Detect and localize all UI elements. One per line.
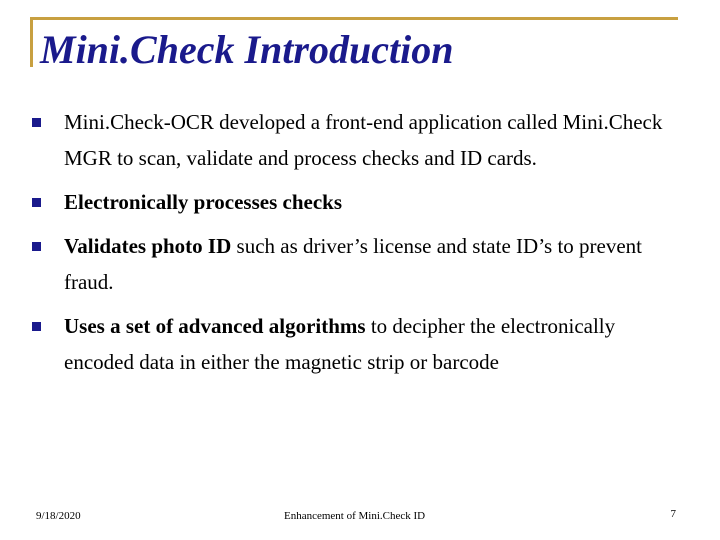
bullet-item-2 [32, 184, 672, 220]
square-bullet-icon [32, 322, 41, 331]
slide-title: Mini.Check Introduction [40, 27, 454, 72]
page-number: 7 [670, 508, 676, 520]
bullet-4-text: to decipher the electronically encoded data in either the magnetic strip or barcode [64, 314, 616, 374]
bullet-item-1 [32, 104, 672, 176]
footer-date: 9/18/2020 [36, 510, 81, 522]
bullet-item-3 [32, 228, 672, 300]
footer-title: Enhancement of Mini.Check ID [284, 510, 426, 522]
title-frame-top-line [30, 17, 678, 20]
bullet-list [32, 104, 672, 380]
bullet-3-text: such as driver’s license and state ID’s to prevent fraud. [64, 234, 643, 294]
bullet-item-4 [32, 308, 672, 380]
bullet-2-bold: Electronically processes checks [64, 190, 343, 214]
square-bullet-icon [32, 242, 41, 251]
bullet-4-bold: Uses a set of advanced algorithms [64, 314, 366, 338]
title-frame-left-line [30, 17, 33, 67]
bullet-1-text: Mini.Check-OCR developed a front-end application called Mini.Check MGR to scan, validate and process checks and ID cards. [64, 110, 663, 170]
bullet-3-bold: Validates photo ID [64, 234, 232, 258]
square-bullet-icon [32, 118, 41, 127]
square-bullet-icon [32, 198, 41, 207]
